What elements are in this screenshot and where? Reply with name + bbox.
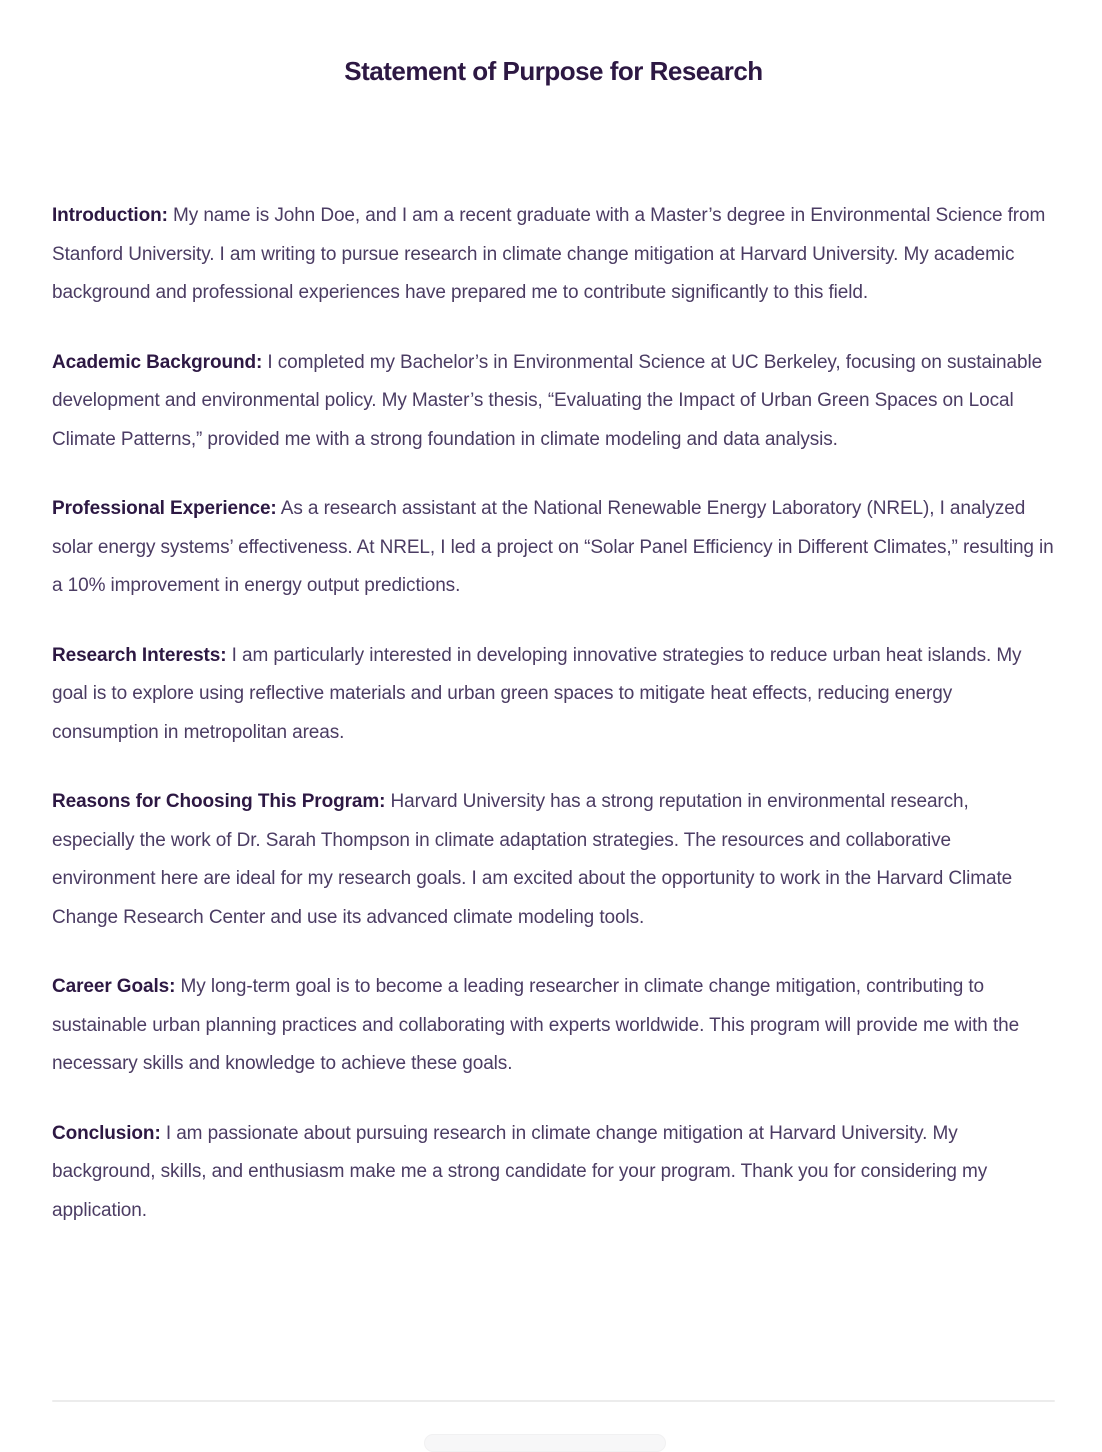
paragraph-text-career-goals: My long-term goal is to become a leading researcher in climate change mitigation, contributing to sustainable urban planning practices and collaborating with experts worldwide. This program will provide me with the necessary skills and knowledge to achieve these goals. <box>52 976 1020 1074</box>
paragraph-heading-introduction: Introduction: <box>52 205 168 226</box>
paragraph-introduction <box>52 197 1055 313</box>
paragraph-text-academic-background: I completed my Bachelor’s in Environmental Science at UC Berkeley, focusing on sustainable development and environmental policy. My Master’s thesis, “Evaluating the Impact of Urban Green Spaces on Local Climate Patterns,” provided me with a strong foundation in climate modeling and data analysis. <box>52 351 1043 450</box>
page-title: Statement of Purpose for Research <box>344 56 763 86</box>
document-body <box>52 197 1055 1230</box>
paragraph-heading-research-interests: Research Interests: <box>52 644 227 666</box>
paragraph-heading-career-goals: Career Goals: <box>52 976 176 997</box>
paragraph-heading-conclusion: Conclusion: <box>52 1122 161 1144</box>
paragraph-professional-experience <box>52 490 1055 606</box>
paragraph-research-interests <box>52 637 1055 753</box>
paragraph-heading-academic-background: Academic Background: <box>52 351 263 373</box>
paragraph-heading-reasons-for-choosing: Reasons for Choosing This Program: <box>52 791 386 812</box>
paragraph-academic-background <box>52 344 1055 460</box>
paragraph-text-professional-experience: As a research assistant at the National Renewable Energy Laboratory (NREL), I analyzed solar energy systems’ effectiveness. At NREL, I led a project on “Solar Panel Efficiency in Different Climates,” resulting in a 10% improvement in energy output predictions. <box>52 498 1054 596</box>
paragraph-text-reasons-for-choosing: Harvard University has a strong reputation in environmental research, especially the work of Dr. Sarah Thompson in climate adaptation strategies. The resources and collaborative environment here are ideal for my research goals. I am excited about the opportunity to work in the Harvard Climate Change Research Center and use its advanced climate modeling tools. <box>52 791 1013 928</box>
footer-divider <box>52 1400 1055 1402</box>
paragraph-conclusion <box>52 1115 1055 1231</box>
paragraph-text-conclusion: I am passionate about pursuing research in climate change mitigation at Harvard University. My background, skills, and enthusiasm make me a strong candidate for your program. Thank you for considering my application. <box>52 1122 988 1221</box>
paragraph-text-introduction: My name is John Doe, and I am a recent graduate with a Master’s degree in Environmental Science from Stanford University. I am writing to pursue research in climate change mitigation at Harvard University. My academic background and professional experiences have prepared me to contribute significantly to this field. <box>52 205 1046 303</box>
bottom-floating-bar[interactable] <box>424 1434 666 1452</box>
paragraph-text-research-interests: I am particularly interested in developing innovative strategies to reduce urban heat islands. My goal is to explore using reflective materials and urban green spaces to mitigate heat effects, reducing energy consumption in metropolitan areas. <box>52 644 1022 743</box>
paragraph-reasons-for-choosing <box>52 783 1055 937</box>
paragraph-career-goals <box>52 968 1055 1084</box>
paragraph-heading-professional-experience: Professional Experience: <box>52 498 277 519</box>
